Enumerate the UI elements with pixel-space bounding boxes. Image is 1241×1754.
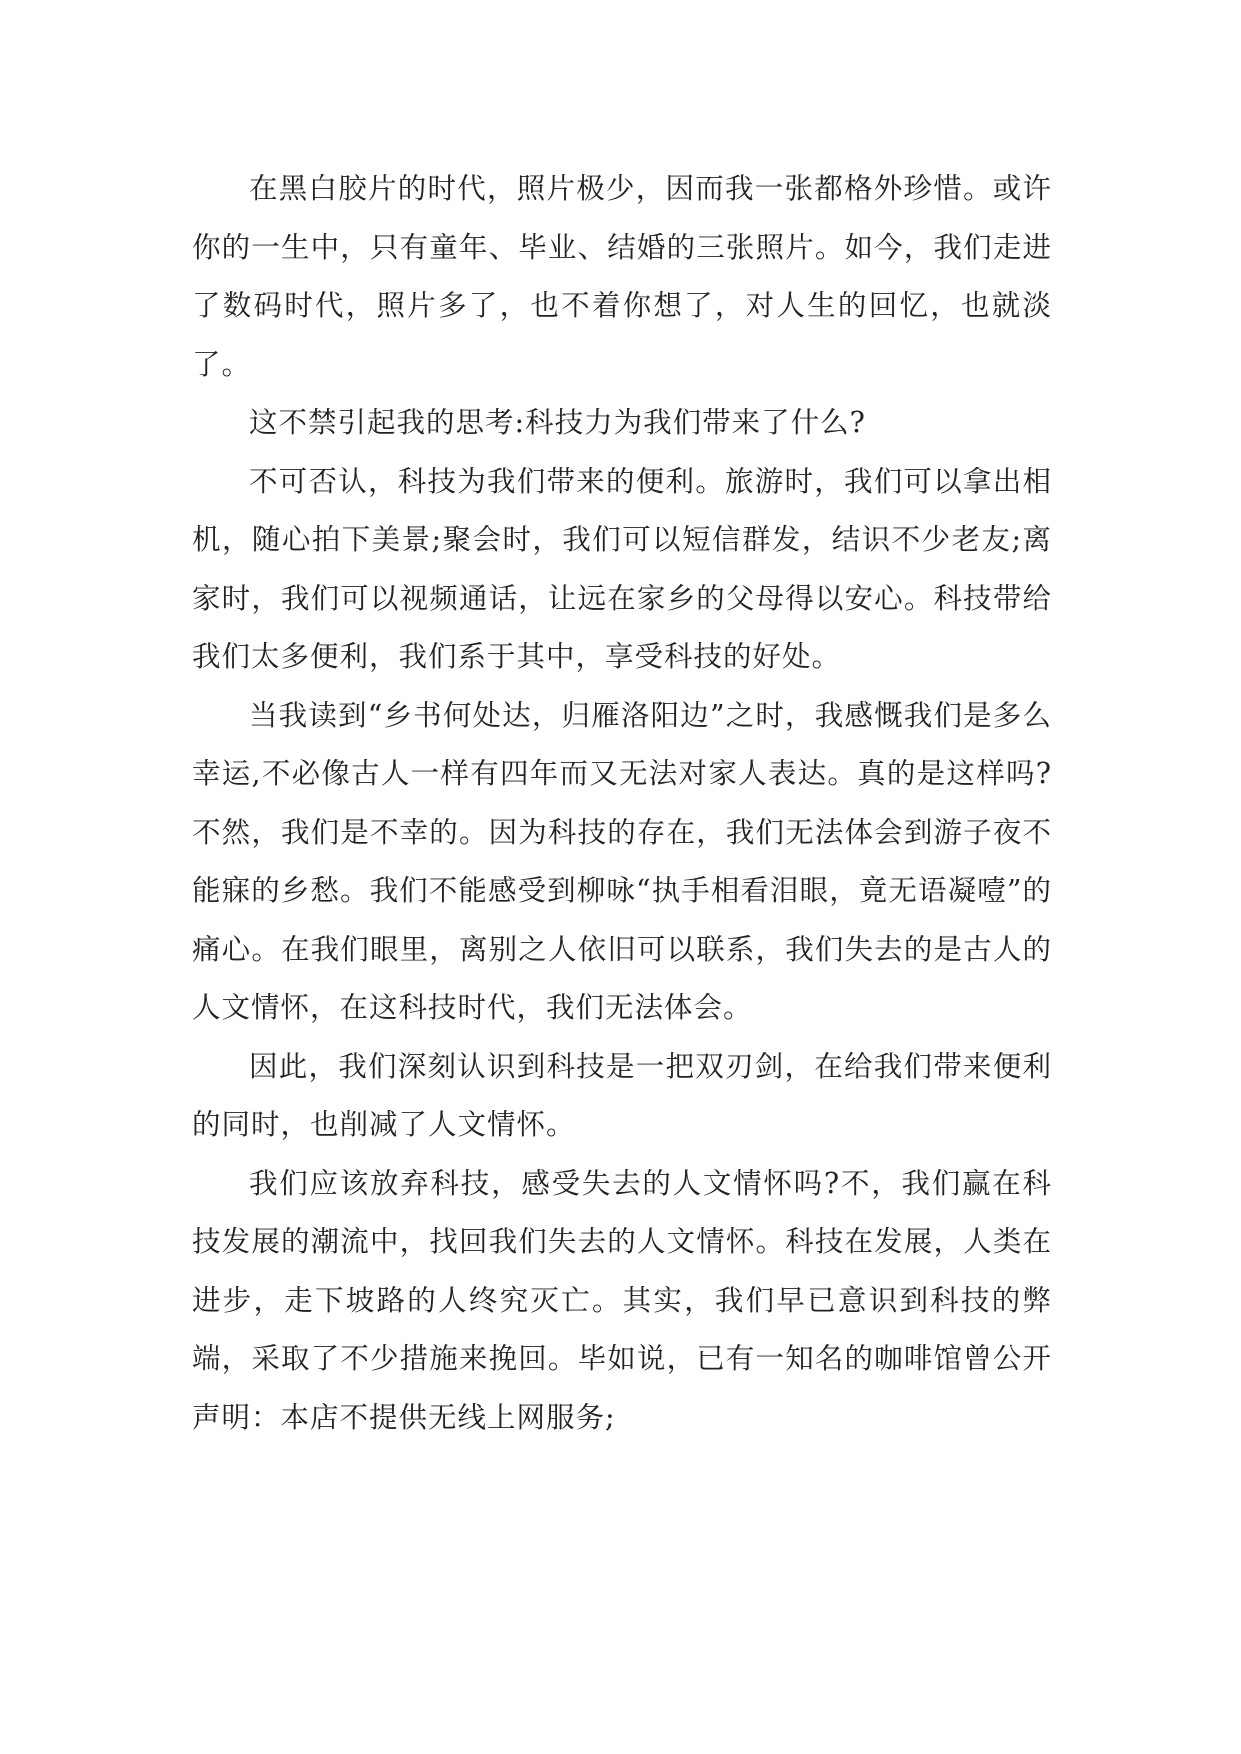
paragraph-4: 当我读到“乡书何处达，归雁洛阳边”之时，我感慨我们是多么幸运,不必像古人一样有四年而又无法对家人表达。真的是这样吗?不然，我们是不幸的。因为科技的存在，我们无法体会到游子夜不能寐的乡愁。我们不能感受到柳咏“执手相看泪眼，竟无语凝噎”的痛心。在我们眼里，离别之人依旧可以联系，我们失去的是古人的人文情怀，在这科技时代，我们无法体会。 xyxy=(192,698,1052,1024)
paragraph-3: 不可否认，科技为我们带来的便利。旅游时，我们可以拿出相机，随心拍下美景;聚会时，我们可以短信群发，结识不少老友;离家时，我们可以视频通话，让远在家乡的父母得以安心。科技带给我们太多便利，我们系于其中，享受科技的好处。 xyxy=(192,464,1052,673)
paragraph-2: 这不禁引起我的思考:科技力为我们带来了什么? xyxy=(249,406,866,439)
document-body xyxy=(192,160,1052,1447)
paragraph-6: 我们应该放弃科技，感受失去的人文情怀吗?不，我们赢在科技发展的潮流中，找回我们失去的人文情怀。科技在发展，人类在进步，走下坡路的人终究灭亡。其实，我们早已意识到科技的弊端，采取了不少措施来挽回。毕如说，已有一知名的咖啡馆曾公开声明：本店不提供无线上网服务; xyxy=(192,1166,1052,1434)
paragraph-5: 因此，我们深刻认识到科技是一把双刃剑，在给我们带来便利的同时，也削减了人文情怀。 xyxy=(192,1049,1052,1141)
paragraph-1: 在黑白胶片的时代，照片极少，因而我一张都格外珍惜。或许你的一生中，只有童年、毕业、结婚的三张照片。如今，我们走进了数码时代，照片多了，也不着你想了，对人生的回忆，也就淡了。 xyxy=(192,172,1052,381)
